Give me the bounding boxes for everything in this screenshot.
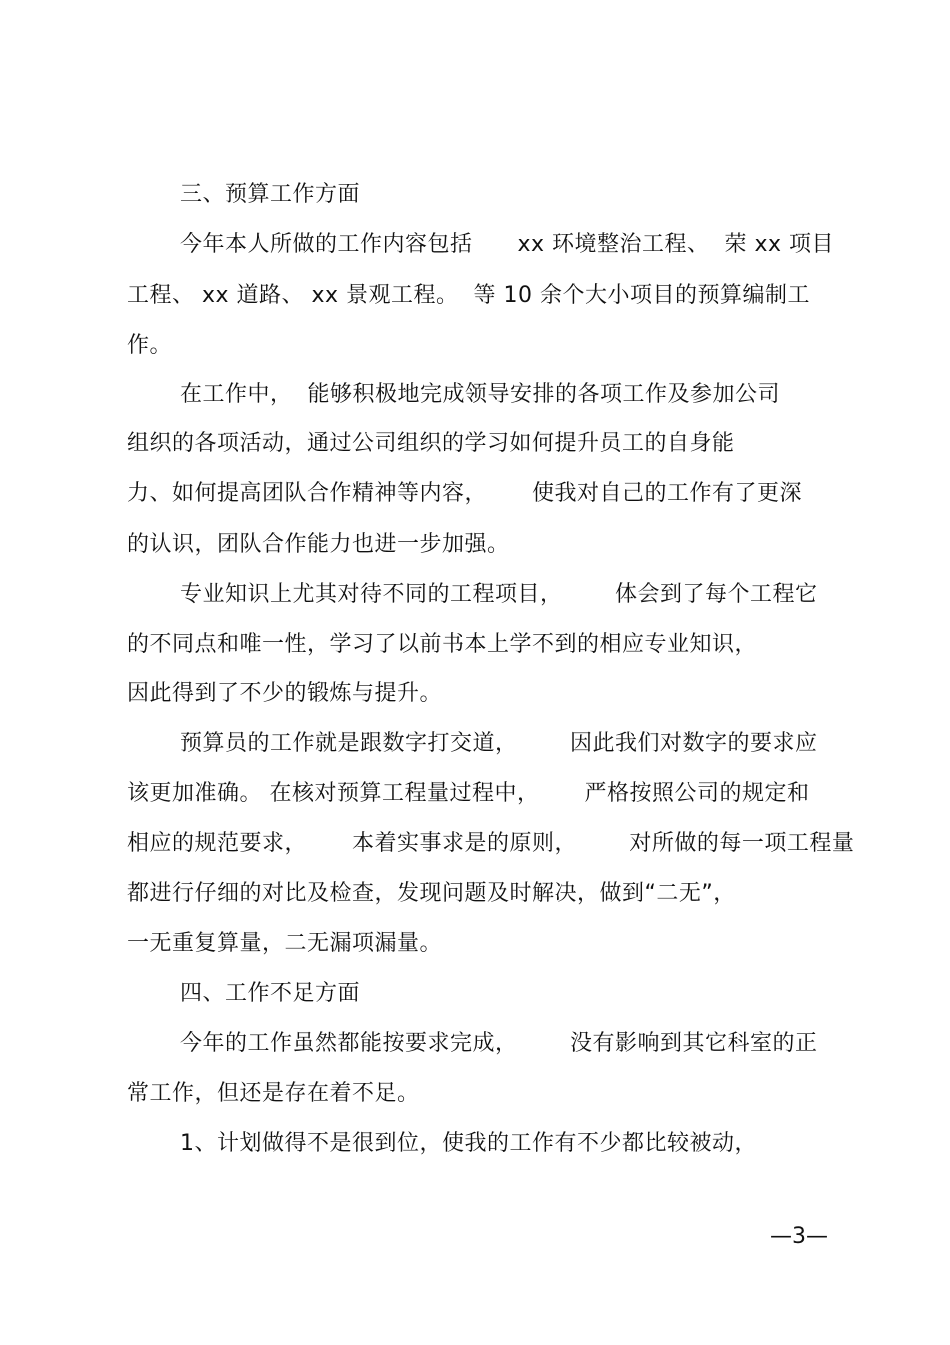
paragraph-line: 专业知识上尤其对待不同的工程项目， 体会到了每个工程它 (180, 582, 818, 607)
paragraph-line: 该更加准确。 在核对预算工程量过程中， 严格按照公司的规定和 (127, 781, 810, 806)
page-number: —3— (770, 1224, 828, 1249)
section-heading-shortcomings: 四、工作不足方面 (180, 981, 361, 1006)
paragraph-line: 今年本人所做的工作内容包括 xx 环境整治工程、 荣 xx 项目 (180, 232, 835, 257)
paragraph-line: 常工作，但还是存在着不足。 (127, 1081, 420, 1106)
section-heading-budget: 三、预算工作方面 (180, 182, 361, 207)
paragraph-line: 预算员的工作就是跟数字打交道， 因此我们对数字的要求应 (180, 731, 818, 756)
paragraph-line: 作。 (127, 333, 173, 358)
paragraph-line: 力、如何提高团队合作精神等内容， 使我对自己的工作有了更深 (127, 481, 802, 506)
paragraph-line: 都进行仔细的对比及检查，发现问题及时解决，做到“二无”， (127, 881, 736, 906)
paragraph-line: 的不同点和唯一性，学习了以前书本上学不到的相应专业知识， (127, 632, 758, 657)
paragraph-line: 工程、 xx 道路、 xx 景观工程。 等 10 余个大小项目的预算编制工 (127, 283, 811, 308)
paragraph-line: 因此得到了不少的锻炼与提升。 (127, 681, 443, 706)
paragraph-line: 相应的规范要求， 本着实事求是的原则， 对所做的每一项工程量 (127, 831, 855, 856)
paragraph-line: 的认识，团队合作能力也进一步加强。 (127, 532, 510, 557)
paragraph-line: 一无重复算量，二无漏项漏量。 (127, 931, 443, 956)
paragraph-line: 今年的工作虽然都能按要求完成， 没有影响到其它科室的正 (180, 1031, 818, 1056)
paragraph-line: 1、计划做得不是很到位，使我的工作有不少都比较被动， (180, 1131, 757, 1156)
paragraph-line: 组织的各项活动，通过公司组织的学习如何提升员工的自身能 (127, 431, 735, 456)
paragraph-line: 在工作中， 能够积极地完成领导安排的各项工作及参加公司 (180, 382, 780, 407)
